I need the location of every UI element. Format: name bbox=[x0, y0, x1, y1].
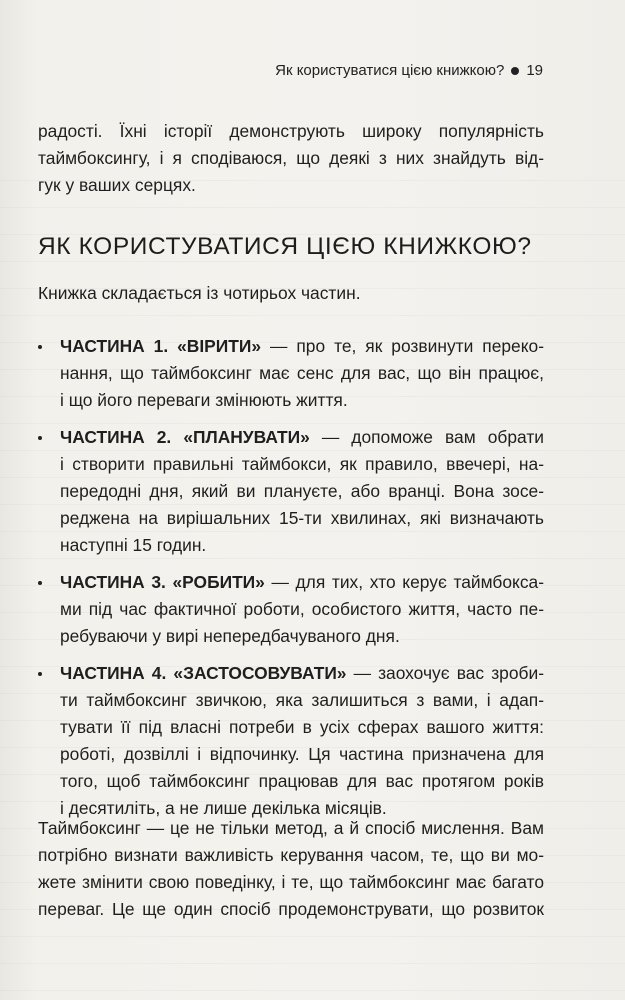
text-line: і створити правильні таймбокси, як правило, ввечері, на- bbox=[60, 454, 544, 474]
part-text: — для тих, хто керує таймбокса- bbox=[264, 572, 544, 592]
text-line: нання, що таймбоксинг має сенс для вас, що він працює, bbox=[60, 363, 544, 383]
text-line: роботі, дозвіллі і відпочинку. Ця частина призначена для bbox=[60, 744, 544, 764]
part-text: — про те, як розвинути переко- bbox=[261, 336, 544, 356]
list-item bbox=[38, 660, 544, 822]
text-line: переваг. Це ще один спосіб продемонструвати, що розвиток bbox=[38, 899, 544, 919]
bullet-icon bbox=[38, 581, 42, 585]
text-line: тувати її під власні потреби в усіх сферах вашого життя: bbox=[60, 717, 544, 737]
text-line: радості. Їхні історії демонструють широку популярність bbox=[38, 121, 544, 141]
text-line: Таймбоксинг — це не тільки метод, а й спосіб мислення. Вам bbox=[38, 818, 544, 838]
text-line: потрібно визнати важливість керування часом, те, що ви мо- bbox=[38, 845, 544, 865]
text-line: наступні 15 годин. bbox=[60, 535, 207, 555]
part-label: ЧАСТИНА 4. «ЗАСТОСОВУВАТИ» bbox=[60, 663, 347, 683]
closing-paragraph bbox=[38, 815, 544, 923]
text-line bbox=[60, 424, 544, 451]
text-line bbox=[60, 660, 544, 687]
part-label: ЧАСТИНА 3. «РОБИТИ» bbox=[60, 572, 265, 592]
text-line: передодні дня, який ви плануєте, або вранці. Вона зосе- bbox=[60, 481, 544, 501]
list-item bbox=[38, 569, 544, 650]
text-line: Книжка складається із чотирьох частин. bbox=[38, 283, 361, 303]
section-heading: ЯК КОРИСТУВАТИСЯ ЦІЄЮ КНИЖКОЮ? bbox=[38, 233, 532, 260]
text-line: і десятиліть, а не лише декілька місяців. bbox=[60, 798, 387, 818]
text-line: ми під час фактичної роботи, особистого життя, часто пе- bbox=[60, 599, 544, 619]
bullet-icon bbox=[38, 436, 42, 440]
page-number: 19 bbox=[526, 62, 543, 79]
text-line bbox=[60, 333, 544, 360]
part-label: ЧАСТИНА 1. «ВІРИТИ» bbox=[60, 336, 262, 356]
running-head-bullet-icon bbox=[511, 67, 519, 75]
part-text: — заохочує вас зроби- bbox=[346, 663, 544, 683]
part-text: — допоможе вам обрати bbox=[309, 427, 544, 447]
text-line: таймбоксингу, і я сподіваюся, що деякі з них знайдуть від- bbox=[38, 148, 544, 168]
list-item bbox=[38, 333, 544, 414]
parts-list bbox=[38, 333, 544, 832]
structure-sentence bbox=[38, 280, 544, 307]
text-line: гук у ваших серцях. bbox=[38, 175, 196, 195]
text-line: того, щоб таймбоксинг працював для вас протягом років bbox=[60, 771, 544, 791]
text-line: жете змінити свою поведінку, і те, що таймбоксинг має багато bbox=[38, 872, 544, 892]
bullet-icon bbox=[38, 345, 42, 349]
text-line: реджена на вирішальних 15-ти хвилинах, які визначають bbox=[60, 508, 544, 528]
text-line: ребуваючи у вирі непередбачуваного дня. bbox=[60, 626, 400, 646]
intro-paragraph bbox=[38, 118, 544, 199]
text-line: і що його переваги змінюють життя. bbox=[60, 390, 348, 410]
text-line bbox=[60, 569, 544, 596]
part-label: ЧАСТИНА 2. «ПЛАНУВАТИ» bbox=[60, 427, 310, 447]
running-head-title: Як користуватися цією книжкою? bbox=[275, 62, 505, 79]
text-line: ти таймбоксинг звичкою, яка залишиться з вами, і адап- bbox=[60, 690, 544, 710]
running-head bbox=[275, 62, 543, 79]
bullet-icon bbox=[38, 672, 42, 676]
list-item bbox=[38, 424, 544, 559]
